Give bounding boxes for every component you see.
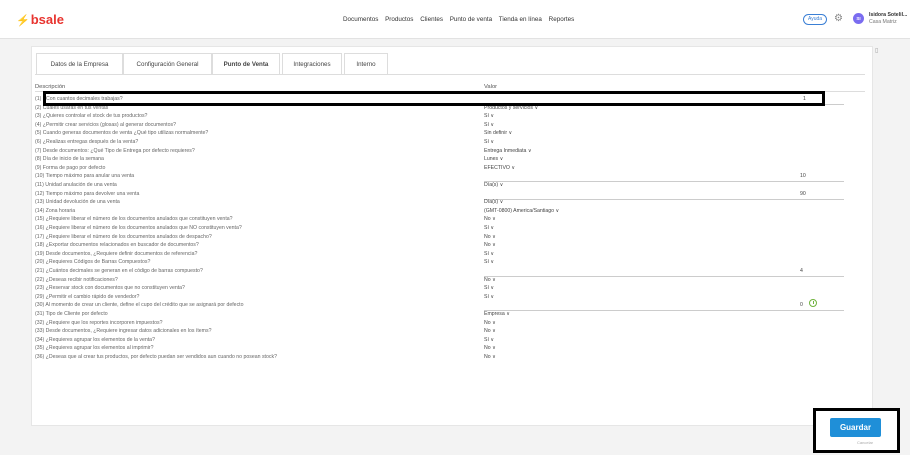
setting-row [35,207,815,215]
setting-value-select[interactable]: Sí ∨ [484,293,495,300]
tab-interno[interactable]: Interno [344,53,388,75]
setting-value-select[interactable]: No ∨ [484,242,496,249]
setting-description: (34) ¿Requieres agrupar los elementos de la venta? [35,336,155,343]
setting-value-select[interactable]: (GMT-0800) America/Santiago ∨ [484,207,560,214]
setting-row [35,147,815,155]
setting-description: (35) ¿Requieres agrupar los elementos al imprimir? [35,345,154,352]
setting-description: (36) ¿Deseas que al crear tus productos, por defecto puedan ser vendidos aun cuando no posean stock? [35,354,277,360]
setting-description: (2) Cuáles usarás en tus ventas [35,104,109,111]
logo-text: bsale [30,12,64,27]
setting-description: (6) ¿Realizas entregas después de la venta? [35,139,139,145]
setting-value-select[interactable]: Sí ∨ [484,250,495,257]
setting-description: (22) ¿Deseas recibir notificaciones? [35,276,118,283]
setting-row [35,276,815,284]
setting-value-select[interactable]: Sí ∨ [484,259,495,266]
setting-description: (13) Unidad devolución de una venta [35,199,120,206]
tab-configuracion-general[interactable]: Configuración General [123,53,212,75]
setting-row [35,284,815,292]
setting-row [35,344,815,352]
setting-value-select[interactable]: Día(s) ∨ [484,199,504,206]
setting-description: (9) Forma de pago por defecto [35,164,106,171]
setting-row [35,310,815,318]
gear-icon[interactable]: ⚙ [834,13,843,24]
tab-integraciones[interactable]: Integraciones [282,53,342,75]
setting-value-select[interactable]: Sí ∨ [484,139,495,145]
setting-row [35,319,815,327]
setting-description: (32) ¿Requiere que los reportes incorporen impuestos? [35,319,163,326]
setting-row [35,293,815,301]
setting-description: (21) ¿Cuántos decimales se generan en el código de barras compuesto? [35,268,203,274]
setting-number-input[interactable]: 1 [803,96,806,102]
setting-row [35,233,815,241]
setting-row [35,267,815,275]
nav-clientes[interactable]: Clientes [420,16,443,23]
setting-value-select[interactable]: Sin definir ∨ [484,130,513,137]
setting-number-input[interactable]: 4 [800,268,803,274]
setting-description: (7) Desde documentos: ¿Qué Tipo de Entrega por defecto requieres? [35,147,195,154]
setting-description: (12) Tiempo máximo para devolver una venta [35,190,140,197]
setting-row [35,336,815,344]
setting-value-select[interactable]: Sí ∨ [484,225,495,231]
setting-row [35,241,815,249]
setting-row [35,250,815,258]
setting-row [35,224,815,232]
setting-description: (11) Unidad anulación de una venta [35,182,117,188]
bolt-icon: ⚡ [16,15,30,27]
setting-value-select[interactable]: Entrega Inmediata ∨ [484,147,532,154]
setting-value-select[interactable]: EFECTIVO ∨ [484,164,516,171]
setting-description: (18) ¿Exportar documentos relacionados en buscador de documentos? [35,242,199,249]
setting-number-input[interactable]: 10 [800,173,806,180]
column-header-value: Valor [484,84,498,90]
setting-description: (23) ¿Reservar stock con documentos que no constituyen venta? [35,285,185,292]
setting-description: (19) Desde documentos, ¿Requiere definir documentos de referencia? [35,250,198,257]
setting-description: (20) ¿Requieres Códigos de Barras Compuestos? [35,259,151,266]
setting-description: (5) Cuando generas documentos de venta ¿Qué tipo utilizas normalmente? [35,130,209,137]
setting-row [35,215,815,223]
nav-reportes[interactable]: Reportes [548,16,575,23]
setting-number-input[interactable]: 0 [800,302,803,309]
tab-punto-de-venta[interactable]: Punto de Venta [212,53,280,75]
setting-description: (31) Tipo de Cliente por defecto [35,311,108,317]
setting-value-select[interactable]: No ∨ [484,233,496,240]
setting-row [35,353,815,361]
setting-row [35,258,815,266]
setting-value-select[interactable]: No ∨ [484,354,496,360]
setting-description: (1) ¿Con cuantos decimales trabajas? [35,96,123,102]
setting-value-select[interactable]: Sí ∨ [484,121,495,128]
tab-datos-empresa[interactable]: Datos de la Empresa [36,53,123,75]
nav-punto-de-venta[interactable]: Punto de venta [449,16,493,23]
setting-description: (10) Tiempo máximo para anular una venta [35,173,135,180]
setting-row [35,301,815,309]
setting-value-select[interactable]: No ∨ [484,216,496,223]
setting-value-select[interactable]: Día(s) ∨ [484,182,504,188]
setting-value-select[interactable]: Lunes ∨ [484,156,504,163]
bsale-logo[interactable] [16,12,64,27]
user-menu[interactable] [869,12,907,26]
setting-value-select[interactable]: Sí ∨ [484,336,495,343]
setting-description: (33) Desde documentos, ¿Requiere ingresar datos adicionales en los ítems? [35,328,212,335]
setting-row [35,129,815,137]
setting-value-select[interactable]: Sí ∨ [484,113,495,120]
main-nav [343,16,579,23]
setting-description: (16) ¿Requiere liberar el número de los documentos anulados que NO constituyen venta? [35,225,242,231]
nav-productos[interactable]: Productos [385,16,414,23]
setting-row [35,121,815,129]
nav-documentos[interactable]: Documentos [343,16,379,23]
avatar[interactable]: SI [853,13,864,24]
setting-row [35,190,815,198]
setting-description: (30) Al momento de crear un cliente, define el cupo del crédito que se asignará por defecto [35,302,244,309]
tab-divider [35,74,865,75]
setting-row [35,181,815,189]
scrollbar[interactable]: ▯ [875,48,879,54]
setting-description: (17) ¿Requiere liberar el número de los documentos anulados de despacho? [35,233,212,240]
setting-description: (8) Día de inicio de la semana [35,156,104,163]
setting-description: (29) ¿Permitir el cambio rápido de vendedor? [35,293,140,300]
setting-row [35,164,815,172]
setting-row [35,112,815,120]
setting-value-select[interactable]: Sí ∨ [484,285,495,292]
user-branch: Casa Matriz [869,19,897,25]
setting-value-select[interactable]: Empresa ∨ [484,311,510,317]
cancel-link[interactable]: Cancelar [857,440,874,445]
help-button[interactable]: Ayuda [803,14,827,25]
column-header-description: Descripción [35,84,66,90]
setting-value-select[interactable]: No ∨ [484,319,496,326]
setting-row [35,198,815,206]
setting-row [35,155,815,163]
setting-description: (14) Zona horaria [35,207,76,214]
save-button[interactable]: Guardar [830,418,881,437]
setting-description: (15) ¿Requiere liberar el número de los documentos anulados que constituyen venta? [35,216,233,223]
setting-number-input[interactable]: 90 [800,190,806,197]
setting-value-select[interactable]: No ∨ [484,345,496,352]
setting-value-select[interactable]: No ∨ [484,328,496,335]
setting-description: (3) ¿Quieres controlar el stock de tus productos? [35,113,148,120]
setting-value-select[interactable]: Productos y servicios ∨ [484,104,539,111]
user-name: Isidora Sotelil... [869,12,908,18]
setting-description: (4) ¿Permitir crear servicios (glosas) al generar documentos? [35,121,176,128]
clock-icon[interactable] [809,299,817,307]
highlight-box-decimals [43,91,825,106]
setting-row [35,327,815,335]
setting-value-select[interactable]: No ∨ [484,276,496,283]
setting-row [35,138,815,146]
top-navbar [0,0,910,39]
nav-tienda-en-linea[interactable]: Tienda en línea [498,16,542,23]
setting-row [35,172,815,180]
